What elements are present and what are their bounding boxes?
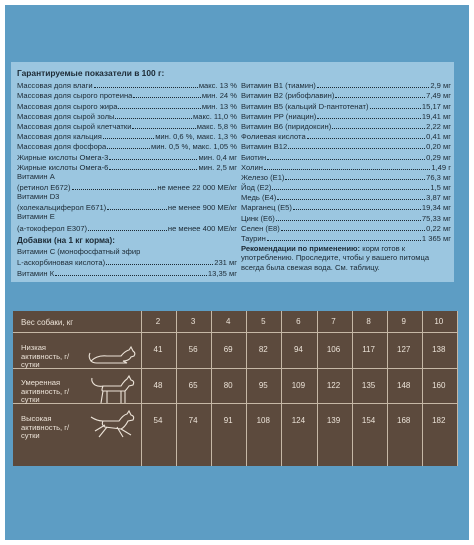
vitamin-a-label: Витамин А xyxy=(17,171,55,181)
table-column-divider xyxy=(457,311,458,466)
nutrient-row: Цинк (E6) 75,33 мг xyxy=(241,213,451,223)
nutrient-row: Витамин В12 0,20 мг xyxy=(241,142,451,152)
table-cell: 182 xyxy=(432,416,446,426)
vitamin-d3-label: Витамин D3 xyxy=(17,192,60,202)
weight-column-header: 9 xyxy=(401,317,406,326)
nutrient-row: Селен (E8) 0,22 мг xyxy=(241,223,451,233)
weight-column-header: 8 xyxy=(366,317,371,326)
nutrient-row: Витамин В5 (кальций D-пантотенат) 15,17 мг xyxy=(241,101,451,111)
feeding-table xyxy=(13,311,457,466)
nutrient-row: Витамин В6 (пиридоксин) 2,22 мг xyxy=(241,121,451,131)
table-cell: 154 xyxy=(361,416,376,426)
table-cell: 135 xyxy=(361,380,376,390)
table-cell: 127 xyxy=(397,344,411,354)
nutrient-row: Массовая доля сырой золы макс. 11,0 % xyxy=(17,111,237,121)
table-row-divider xyxy=(13,332,457,333)
nutrient-row: Таурин 1 365 мг xyxy=(241,234,451,243)
table-cell: 106 xyxy=(326,344,341,354)
nutrient-row: Витамин В1 (тиамин) 2,9 мг xyxy=(241,81,451,91)
row-label-high: Высокая активность, г/сутки xyxy=(21,414,70,441)
additive-row: L-аскорбиновая кислота) 231 мг xyxy=(17,258,237,268)
table-cell: 74 xyxy=(188,416,198,426)
weight-column-header: 2 xyxy=(155,317,161,326)
additives-list xyxy=(17,247,237,278)
vitamin-e-label: Витамин Е xyxy=(17,212,55,222)
recommendation-text: корм готов к употреблению. Проследите, чтобы у вашего питомца всегда была свежая вода. См. таблицу. xyxy=(241,244,430,272)
lying-dog-icon xyxy=(87,341,137,367)
table-cell: 91 xyxy=(223,416,233,426)
nutrient-row: Фолиевая кислота 0,41 мг xyxy=(241,132,451,142)
table-cell: 117 xyxy=(362,344,375,354)
table-cell: 41 xyxy=(153,344,163,354)
additive-row: Витамин С (монофосфатный эфир xyxy=(17,247,141,256)
nutrient-row: Витамин PP (ниацин) 19,41 мг xyxy=(241,111,451,121)
table-cell: 65 xyxy=(188,380,198,390)
nutrient-row: (ретинол E672) не менее 22 000 МЕ/кг xyxy=(17,183,237,193)
nutrient-row: Массовая доля сырой клетчатки макс. 5,8 % xyxy=(17,121,237,131)
table-cell: 122 xyxy=(326,380,341,390)
table-cell: 148 xyxy=(397,380,411,390)
nutrient-row: Массовая доля кальция мин. 0,6 %, макс. 1,3 % xyxy=(17,132,237,142)
nutrition-title: Гарантируемые показатели в 100 г: xyxy=(17,68,165,78)
table-cell: 108 xyxy=(256,416,270,426)
nutrition-right-column xyxy=(241,80,451,243)
weight-column-header: 6 xyxy=(296,317,301,326)
usage-recommendation xyxy=(241,244,451,272)
table-cell: 80 xyxy=(223,380,233,390)
weight-column-header: 4 xyxy=(225,317,231,326)
nutrient-row: Массовая доля сырого жира мин. 13 % xyxy=(17,101,237,111)
additives-title: Добавки (на 1 кг корма): xyxy=(17,236,115,245)
row-label-low: Низкая активность, г/сутки xyxy=(21,343,70,370)
table-cell: 168 xyxy=(397,416,411,426)
nutrient-row: Массовая доля сырого протеина мин. 24 % xyxy=(17,91,237,101)
table-cell: 54 xyxy=(153,416,163,426)
running-dog-icon xyxy=(87,409,139,441)
nutrient-row: (холекальциферол E671) не менее 900 МЕ/кг xyxy=(17,203,237,213)
nutrient-row: Марганец (E5) 19,34 мг xyxy=(241,203,451,213)
nutrient-row: Холин 1,49 г xyxy=(241,162,451,172)
nutrient-row: Биотин 0,29 мг xyxy=(241,152,451,162)
weight-column-header: 5 xyxy=(261,317,266,326)
recommendation-heading: Рекомендации по применению: xyxy=(241,244,361,253)
table-cell: 69 xyxy=(223,344,233,354)
row-label-moderate: Умеренная активность, г/сутки xyxy=(21,378,70,405)
table-cell: 56 xyxy=(188,344,198,354)
table-cell: 82 xyxy=(258,344,268,354)
nutrient-row: Жирные кислоты Омега-6 мин. 2,5 мг xyxy=(17,162,237,172)
weight-column-header: 3 xyxy=(190,317,196,326)
nutrient-row: Массовая доля влаги макс. 13 % xyxy=(17,81,237,91)
weight-column-header: 7 xyxy=(331,317,336,326)
weight-header: Вес собаки, кг xyxy=(21,318,74,327)
weight-column-header: 10 xyxy=(434,317,444,326)
table-cell: 160 xyxy=(432,380,446,390)
table-cell: 138 xyxy=(432,344,446,354)
nutrient-row: Медь (E4) 3,87 мг xyxy=(241,193,451,203)
nutrient-row: Массовая доля фосфора мин. 0,5 %, макс. 1,05 % xyxy=(17,142,237,152)
standing-dog-icon xyxy=(87,373,137,405)
nutrient-row: Йод (E2) 1,5 мг xyxy=(241,183,451,193)
table-cell: 94 xyxy=(293,344,303,354)
nutrition-left-column xyxy=(17,80,237,233)
nutrient-row: Витамин В2 (рибофлавин) 7,49 мг xyxy=(241,91,451,101)
table-cell: 109 xyxy=(291,380,306,390)
additive-row: Витамин К 13,35 мг xyxy=(17,268,237,278)
table-cell: 48 xyxy=(153,380,163,390)
table-cell: 95 xyxy=(258,380,268,390)
nutrient-row: (a-токоферол E307) не менее 400 МЕ/кг xyxy=(17,223,237,233)
table-cell: 139 xyxy=(326,416,341,426)
nutrient-row: Железо (E1) 76,3 мг xyxy=(241,172,451,182)
table-cell: 124 xyxy=(291,416,306,426)
nutrient-row: Жирные кислоты Омега-3 мин. 0,4 мг xyxy=(17,152,237,162)
